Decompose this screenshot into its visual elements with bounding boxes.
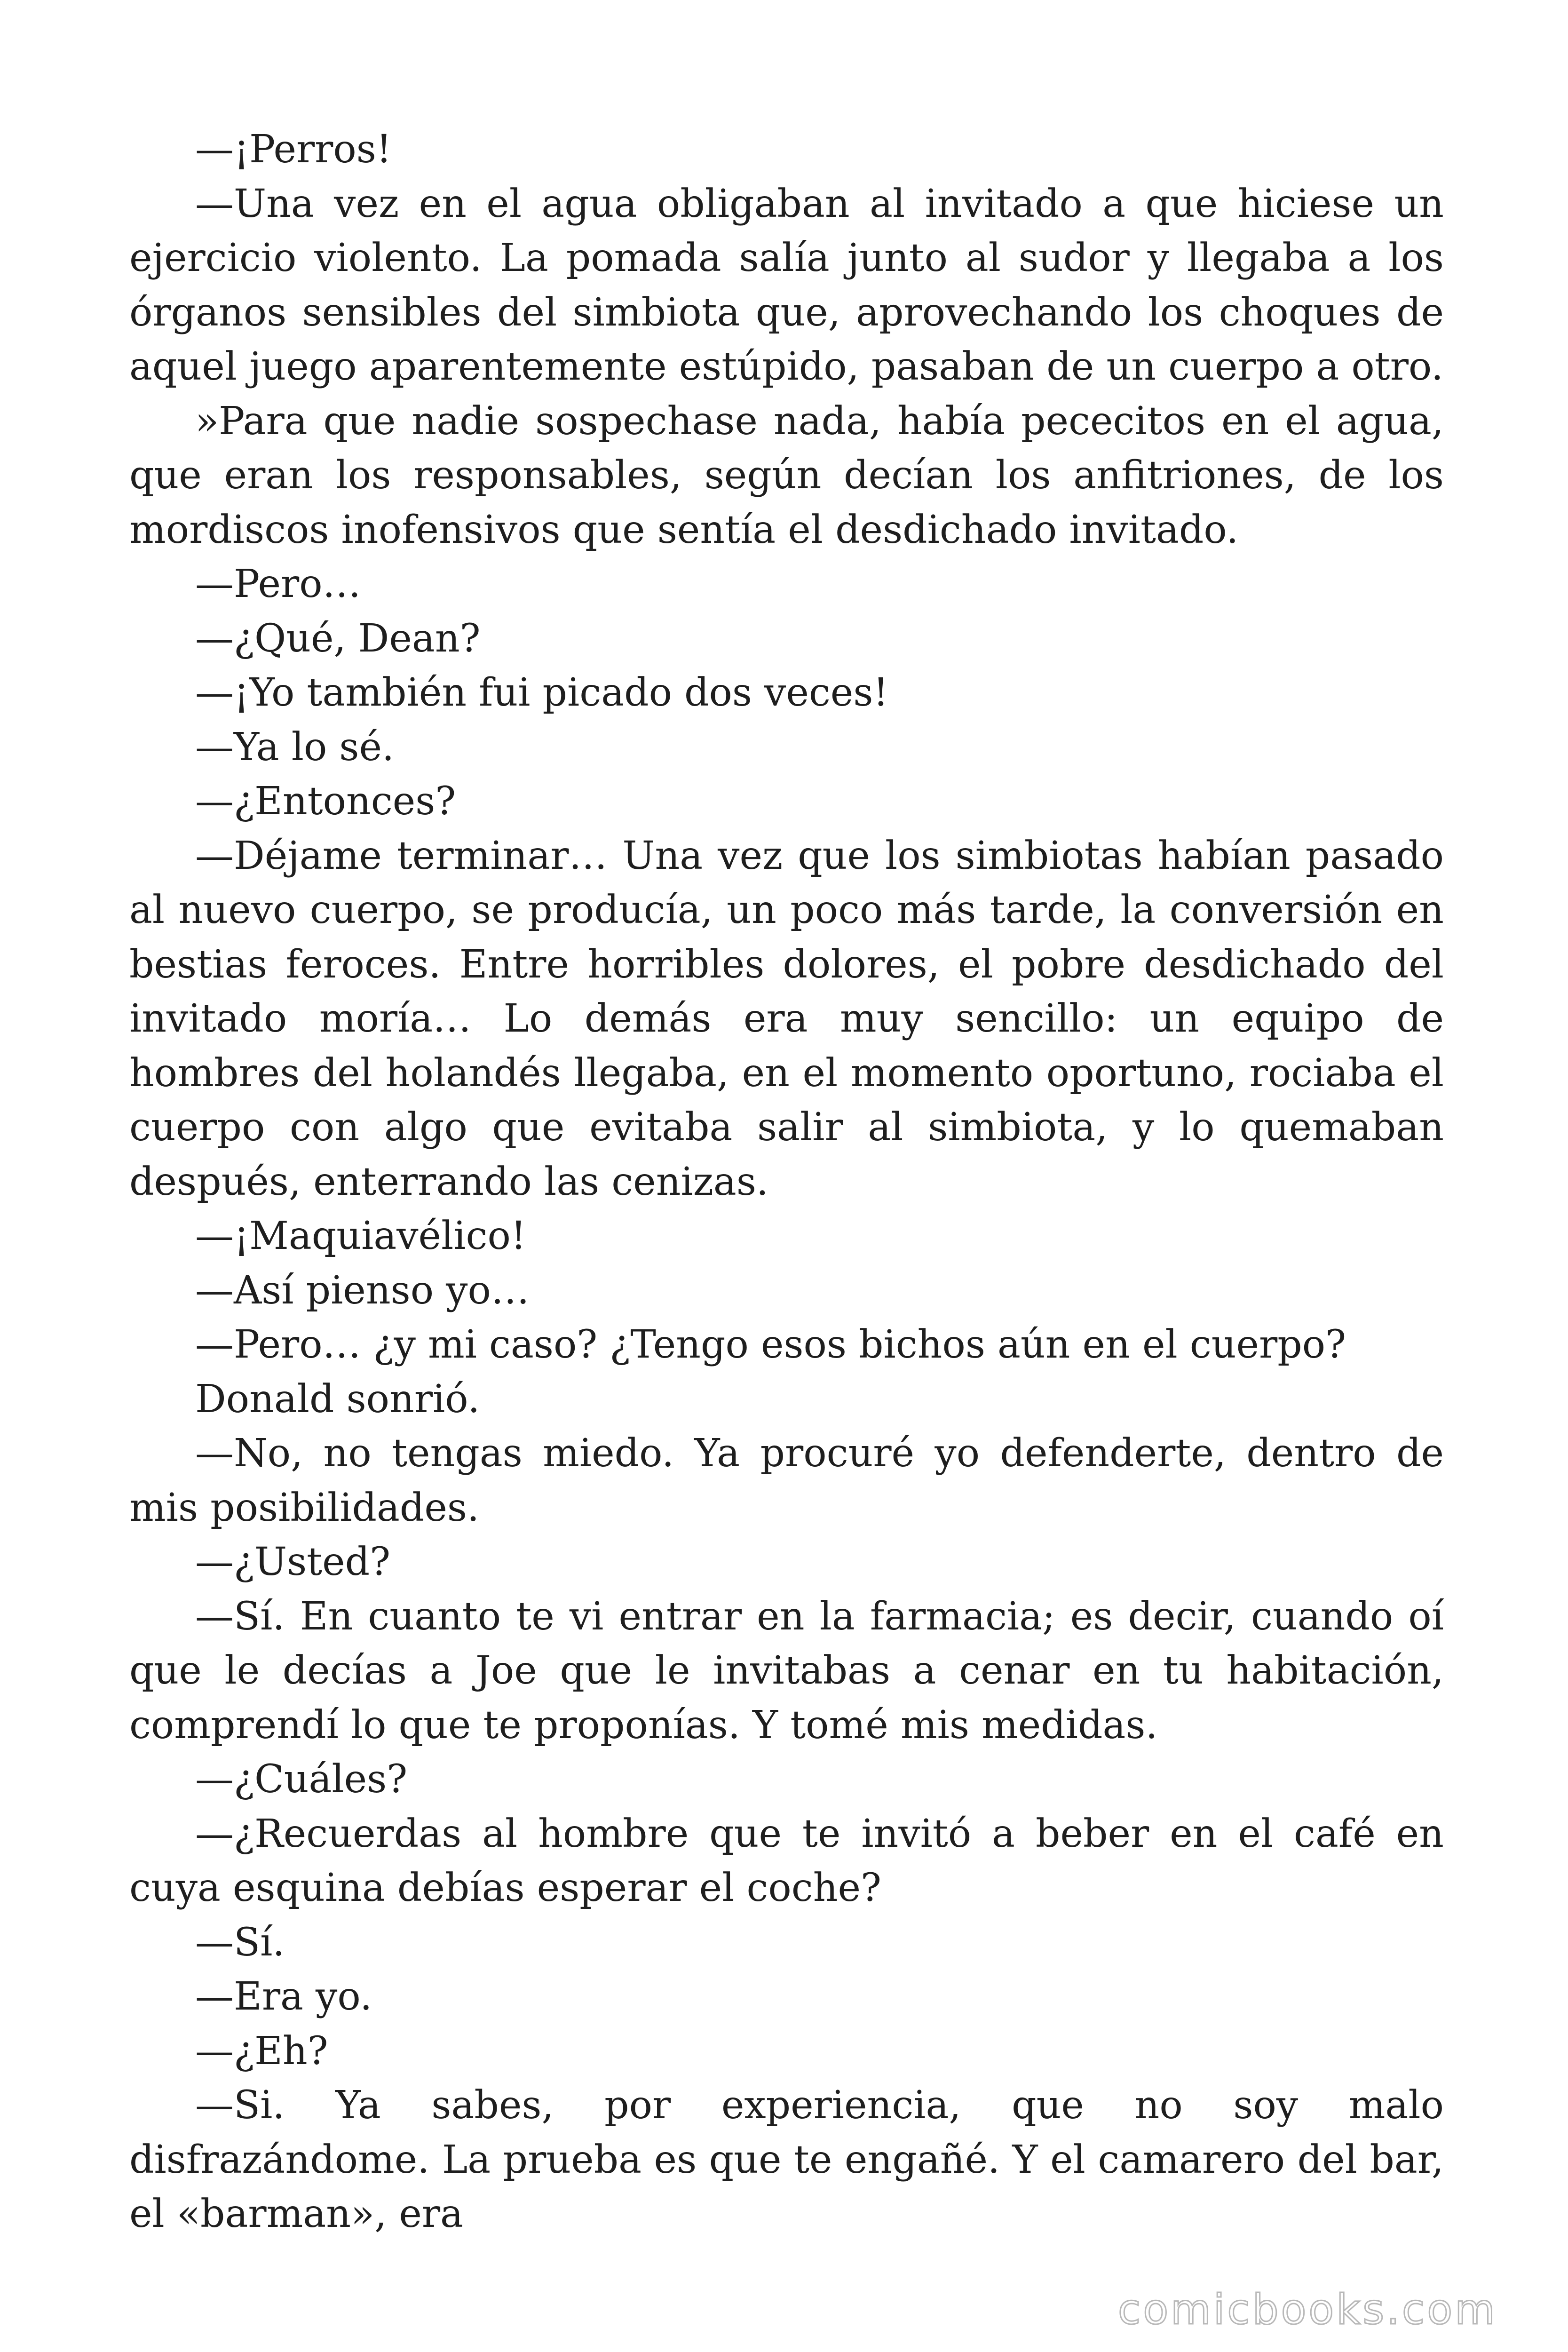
paragraph: »Para que nadie sospechase nada, había pececitos en el agua, que eran los responsables, según decían los anfitriones, de los mordiscos inofensivos que sentía el desdichado invitado. (129, 398, 1444, 552)
paragraph: —Era yo. (195, 1974, 372, 2019)
paragraph: —¿Eh? (195, 2028, 328, 2074)
paragraph: —Así pienso yo… (195, 1268, 530, 1313)
paragraph: —¿Entonces? (195, 779, 456, 824)
paragraph: —Pero… (195, 562, 361, 606)
paragraph: —Pero… ¿y mi caso? ¿Tengo esos bichos aún en el cuerpo? (195, 1322, 1346, 1367)
paragraph: —¡Perros! (195, 127, 392, 172)
paragraph: —¿Qué, Dean? (195, 616, 481, 661)
page-body-text (129, 122, 1444, 2241)
paragraph: —¡Maquiavélico! (195, 1214, 526, 1258)
paragraph: —Déjame terminar… Una vez que los simbiotas habían pasado al nuevo cuerpo, se producía, un poco más tarde, la conversión en bestias feroces. Entre horribles dolores, el pobre desdichado del invitado moría… Lo demás era muy sencillo: un equipo de hombres del holandés llegaba, en el momento oportuno, rociaba el cuerpo con algo que evitaba salir al simbiota, y lo quemaban después, enterrando las cenizas. (129, 833, 1444, 1204)
paragraph: —Sí. En cuanto te vi entrar en la farmacia; es decir, cuando oí que le decías a Joe que le invitabas a cenar en tu habitación, comprendí lo que te proponías. Y tomé mis medidas. (129, 1594, 1444, 1748)
paragraph: —Sí. (195, 1920, 285, 1965)
paragraph: —¿Recuerdas al hombre que te invitó a beber en el café en cuya esquina debías esperar el coche? (129, 1811, 1444, 1910)
paragraph: —Una vez en el agua obligaban al invitado a que hiciese un ejercicio violento. La pomada salía junto al sudor y llegaba a los órganos sensibles del simbiota que, aprovechando los choques de aquel juego aparentemente estúpido, pasaban de un cuerpo a otro. (129, 181, 1444, 389)
paragraph: —Si. Ya sabes, por experiencia, que no soy malo disfrazándome. La prueba es que te engañé. Y el camarero del bar, el «barman», era (129, 2083, 1444, 2236)
paragraph: —No, no tengas miedo. Ya procuré yo defenderte, dentro de mis posibilidades. (129, 1431, 1444, 1530)
paragraph: —¿Usted? (195, 1540, 391, 1584)
paragraph: —Ya lo sé. (195, 724, 395, 770)
paragraph: —¿Cuáles? (195, 1757, 408, 1802)
watermark: comicbooks.com (1117, 2285, 1497, 2334)
paragraph: —¡Yo también fui picado dos veces! (195, 670, 889, 715)
paragraph: Donald sonrió. (195, 1376, 480, 1422)
